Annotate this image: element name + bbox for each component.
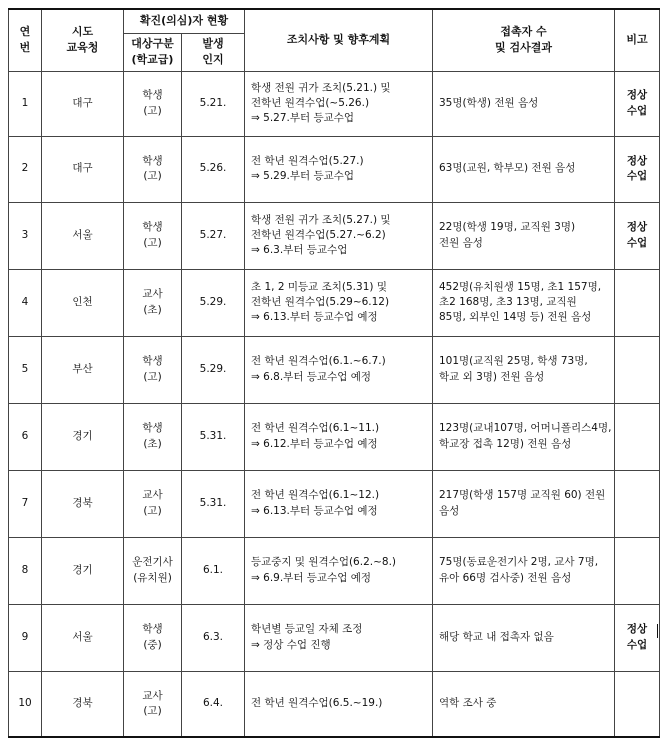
row-measures	[245, 403, 433, 470]
table-row	[9, 604, 660, 671]
row-number: 6	[9, 403, 42, 470]
contact-line: 학교 외 3명) 전원 음성	[439, 370, 545, 383]
contact-line: 85명, 외부인 14명 등) 전원 음성	[439, 311, 592, 324]
row-target: 학생 (초)	[124, 403, 182, 470]
table-row	[9, 336, 660, 403]
measure-line: 전학년 원격수업(5.27.~6.2)	[251, 228, 386, 241]
row-measures	[245, 136, 433, 202]
contact-line: 유아 66명 검사중) 전원 음성	[439, 571, 572, 584]
row-date: 5.29.	[182, 336, 245, 403]
table-row	[9, 202, 660, 269]
measure-line: 전 학년 원격수업(6.1~11.)	[251, 422, 380, 435]
contact-line: 35명(학생) 전원 음성	[439, 96, 539, 109]
col-region-header: 시도 교육청	[42, 9, 124, 71]
measure-line: ⇒ 6.13.부터 등교수업 예정	[251, 504, 378, 517]
contact-line: 217명(학생 157명 교직원 60) 전원	[439, 489, 606, 502]
row-number: 7	[9, 470, 42, 537]
measure-line: ⇒ 5.27.부터 등교수업	[251, 112, 355, 125]
contact-line: 75명(동료운전기사 2명, 교사 7명,	[439, 556, 599, 569]
row-number: 10	[9, 671, 42, 737]
row-region: 경기	[42, 537, 124, 604]
row-region: 경북	[42, 671, 124, 737]
row-target: 학생 (고)	[124, 136, 182, 202]
row-target: 운전기사 (유치원)	[124, 537, 182, 604]
row-contacts	[433, 604, 615, 671]
measure-line: 학생 전원 귀가 조치(5.21.) 및	[251, 81, 391, 94]
measure-line: ⇒ 정상 수업 진행	[251, 638, 331, 651]
row-contacts	[433, 71, 615, 136]
row-region: 경기	[42, 403, 124, 470]
row-region: 서울	[42, 604, 124, 671]
row-date: 5.26.	[182, 136, 245, 202]
row-contacts	[433, 671, 615, 737]
row-target: 학생 (고)	[124, 71, 182, 136]
measure-line: ⇒ 6.9.부터 등교수업 예정	[251, 571, 371, 584]
row-target: 학생 (고)	[124, 336, 182, 403]
row-number: 2	[9, 136, 42, 202]
row-region: 서울	[42, 202, 124, 269]
row-contacts	[433, 136, 615, 202]
row-date: 6.4.	[182, 671, 245, 737]
measure-line: ⇒ 6.8.부터 등교수업 예정	[251, 370, 371, 383]
row-date: 5.31.	[182, 470, 245, 537]
row-number: 1	[9, 71, 42, 136]
col-note-header: 비고	[615, 9, 660, 71]
row-region: 대구	[42, 136, 124, 202]
row-date: 5.21.	[182, 71, 245, 136]
measure-line: ⇒ 6.13.부터 등교수업 예정	[251, 311, 378, 324]
measure-line: 학년별 등교일 자체 조정	[251, 623, 363, 636]
contact-line: 음성	[439, 504, 460, 517]
row-number: 8	[9, 537, 42, 604]
row-date: 5.31.	[182, 403, 245, 470]
row-note: 정상 수업	[615, 136, 660, 202]
row-target: 교사 (고)	[124, 470, 182, 537]
table-row	[9, 136, 660, 202]
contact-line: 역학 조사 중	[439, 697, 497, 710]
measure-line: ⇒ 6.3.부터 등교수업	[251, 244, 348, 257]
table-row	[9, 269, 660, 336]
measure-line: ⇒ 6.12.부터 등교수업 예정	[251, 437, 378, 450]
row-note	[615, 403, 660, 470]
measure-line: 학생 전원 귀가 조치(5.27.) 및	[251, 213, 391, 226]
row-measures	[245, 604, 433, 671]
row-number: 9	[9, 604, 42, 671]
contact-line: 해당 학교 내 접촉자 없음	[439, 630, 554, 643]
row-note: 정상 수업	[615, 71, 660, 136]
row-contacts	[433, 202, 615, 269]
col-measures-header: 조치사항 및 향후계획	[245, 9, 433, 71]
row-measures	[245, 470, 433, 537]
col-no-header: 연 번	[9, 9, 42, 71]
table-row	[9, 470, 660, 537]
row-note	[615, 671, 660, 737]
text-cursor	[657, 624, 658, 638]
table-row	[9, 671, 660, 737]
row-contacts	[433, 537, 615, 604]
row-date: 5.27.	[182, 202, 245, 269]
contact-line: 초2 168명, 초3 13명, 교직원	[439, 295, 577, 308]
measure-line: 전학년 원격수업(5.29~6.12)	[251, 295, 390, 308]
row-measures	[245, 71, 433, 136]
row-target: 학생 (고)	[124, 202, 182, 269]
row-contacts	[433, 269, 615, 336]
row-measures	[245, 537, 433, 604]
row-target: 학생 (중)	[124, 604, 182, 671]
row-target: 교사 (고)	[124, 671, 182, 737]
row-date: 6.3.	[182, 604, 245, 671]
row-region: 경북	[42, 470, 124, 537]
measure-line: 전 학년 원격수업(6.5.~19.)	[251, 697, 383, 710]
row-date: 5.29.	[182, 269, 245, 336]
contact-line: 452명(유치원생 15명, 초1 157명,	[439, 280, 602, 293]
contact-line: 전원 음성	[439, 236, 483, 249]
row-date: 6.1.	[182, 537, 245, 604]
table-row	[9, 71, 660, 136]
col-contacts-header: 접촉자 수 및 검사결과	[433, 9, 615, 71]
contact-line: 22명(학생 19명, 교직원 3명)	[439, 221, 576, 234]
measure-line: 전 학년 원격수업(5.27.)	[251, 154, 364, 167]
col-confirmed-group-header: 확진(의심)자 현황	[124, 9, 245, 33]
row-contacts	[433, 470, 615, 537]
measure-line: 초 1, 2 미등교 조치(5.31) 및	[251, 280, 387, 293]
row-number: 4	[9, 269, 42, 336]
contact-line: 123명(교내107명, 어머니폴리스4명,	[439, 422, 612, 435]
measure-line: 전 학년 원격수업(6.1~12.)	[251, 489, 380, 502]
row-note	[615, 470, 660, 537]
table-row	[9, 403, 660, 470]
row-number: 5	[9, 336, 42, 403]
row-region: 인천	[42, 269, 124, 336]
row-measures	[245, 671, 433, 737]
row-measures	[245, 202, 433, 269]
row-note	[615, 336, 660, 403]
measure-line: 전학년 원격수업(~5.26.)	[251, 96, 370, 109]
row-region: 부산	[42, 336, 124, 403]
row-note	[615, 537, 660, 604]
measure-line: 등교중지 및 원격수업(6.2.~8.)	[251, 556, 397, 569]
row-note: 정상 수업	[615, 604, 660, 671]
contact-line: 63명(교원, 학부모) 전원 음성	[439, 162, 576, 175]
col-target-header: 대상구분 (학교급)	[124, 33, 182, 71]
row-note	[615, 269, 660, 336]
row-measures	[245, 269, 433, 336]
row-region: 대구	[42, 71, 124, 136]
status-table	[8, 8, 660, 738]
row-contacts	[433, 403, 615, 470]
row-target: 교사 (초)	[124, 269, 182, 336]
measure-line: ⇒ 5.29.부터 등교수업	[251, 170, 355, 182]
measure-line: 전 학년 원격수업(6.1.~6.7.)	[251, 355, 386, 368]
table-row	[9, 537, 660, 604]
row-number: 3	[9, 202, 42, 269]
row-measures	[245, 336, 433, 403]
row-note: 정상 수업	[615, 202, 660, 269]
contact-line: 101명(교직원 25명, 학생 73명,	[439, 355, 588, 368]
col-date-header: 발생 인지	[182, 33, 245, 71]
contact-line: 학교장 접촉 12명) 전원 음성	[439, 437, 572, 450]
row-contacts	[433, 336, 615, 403]
